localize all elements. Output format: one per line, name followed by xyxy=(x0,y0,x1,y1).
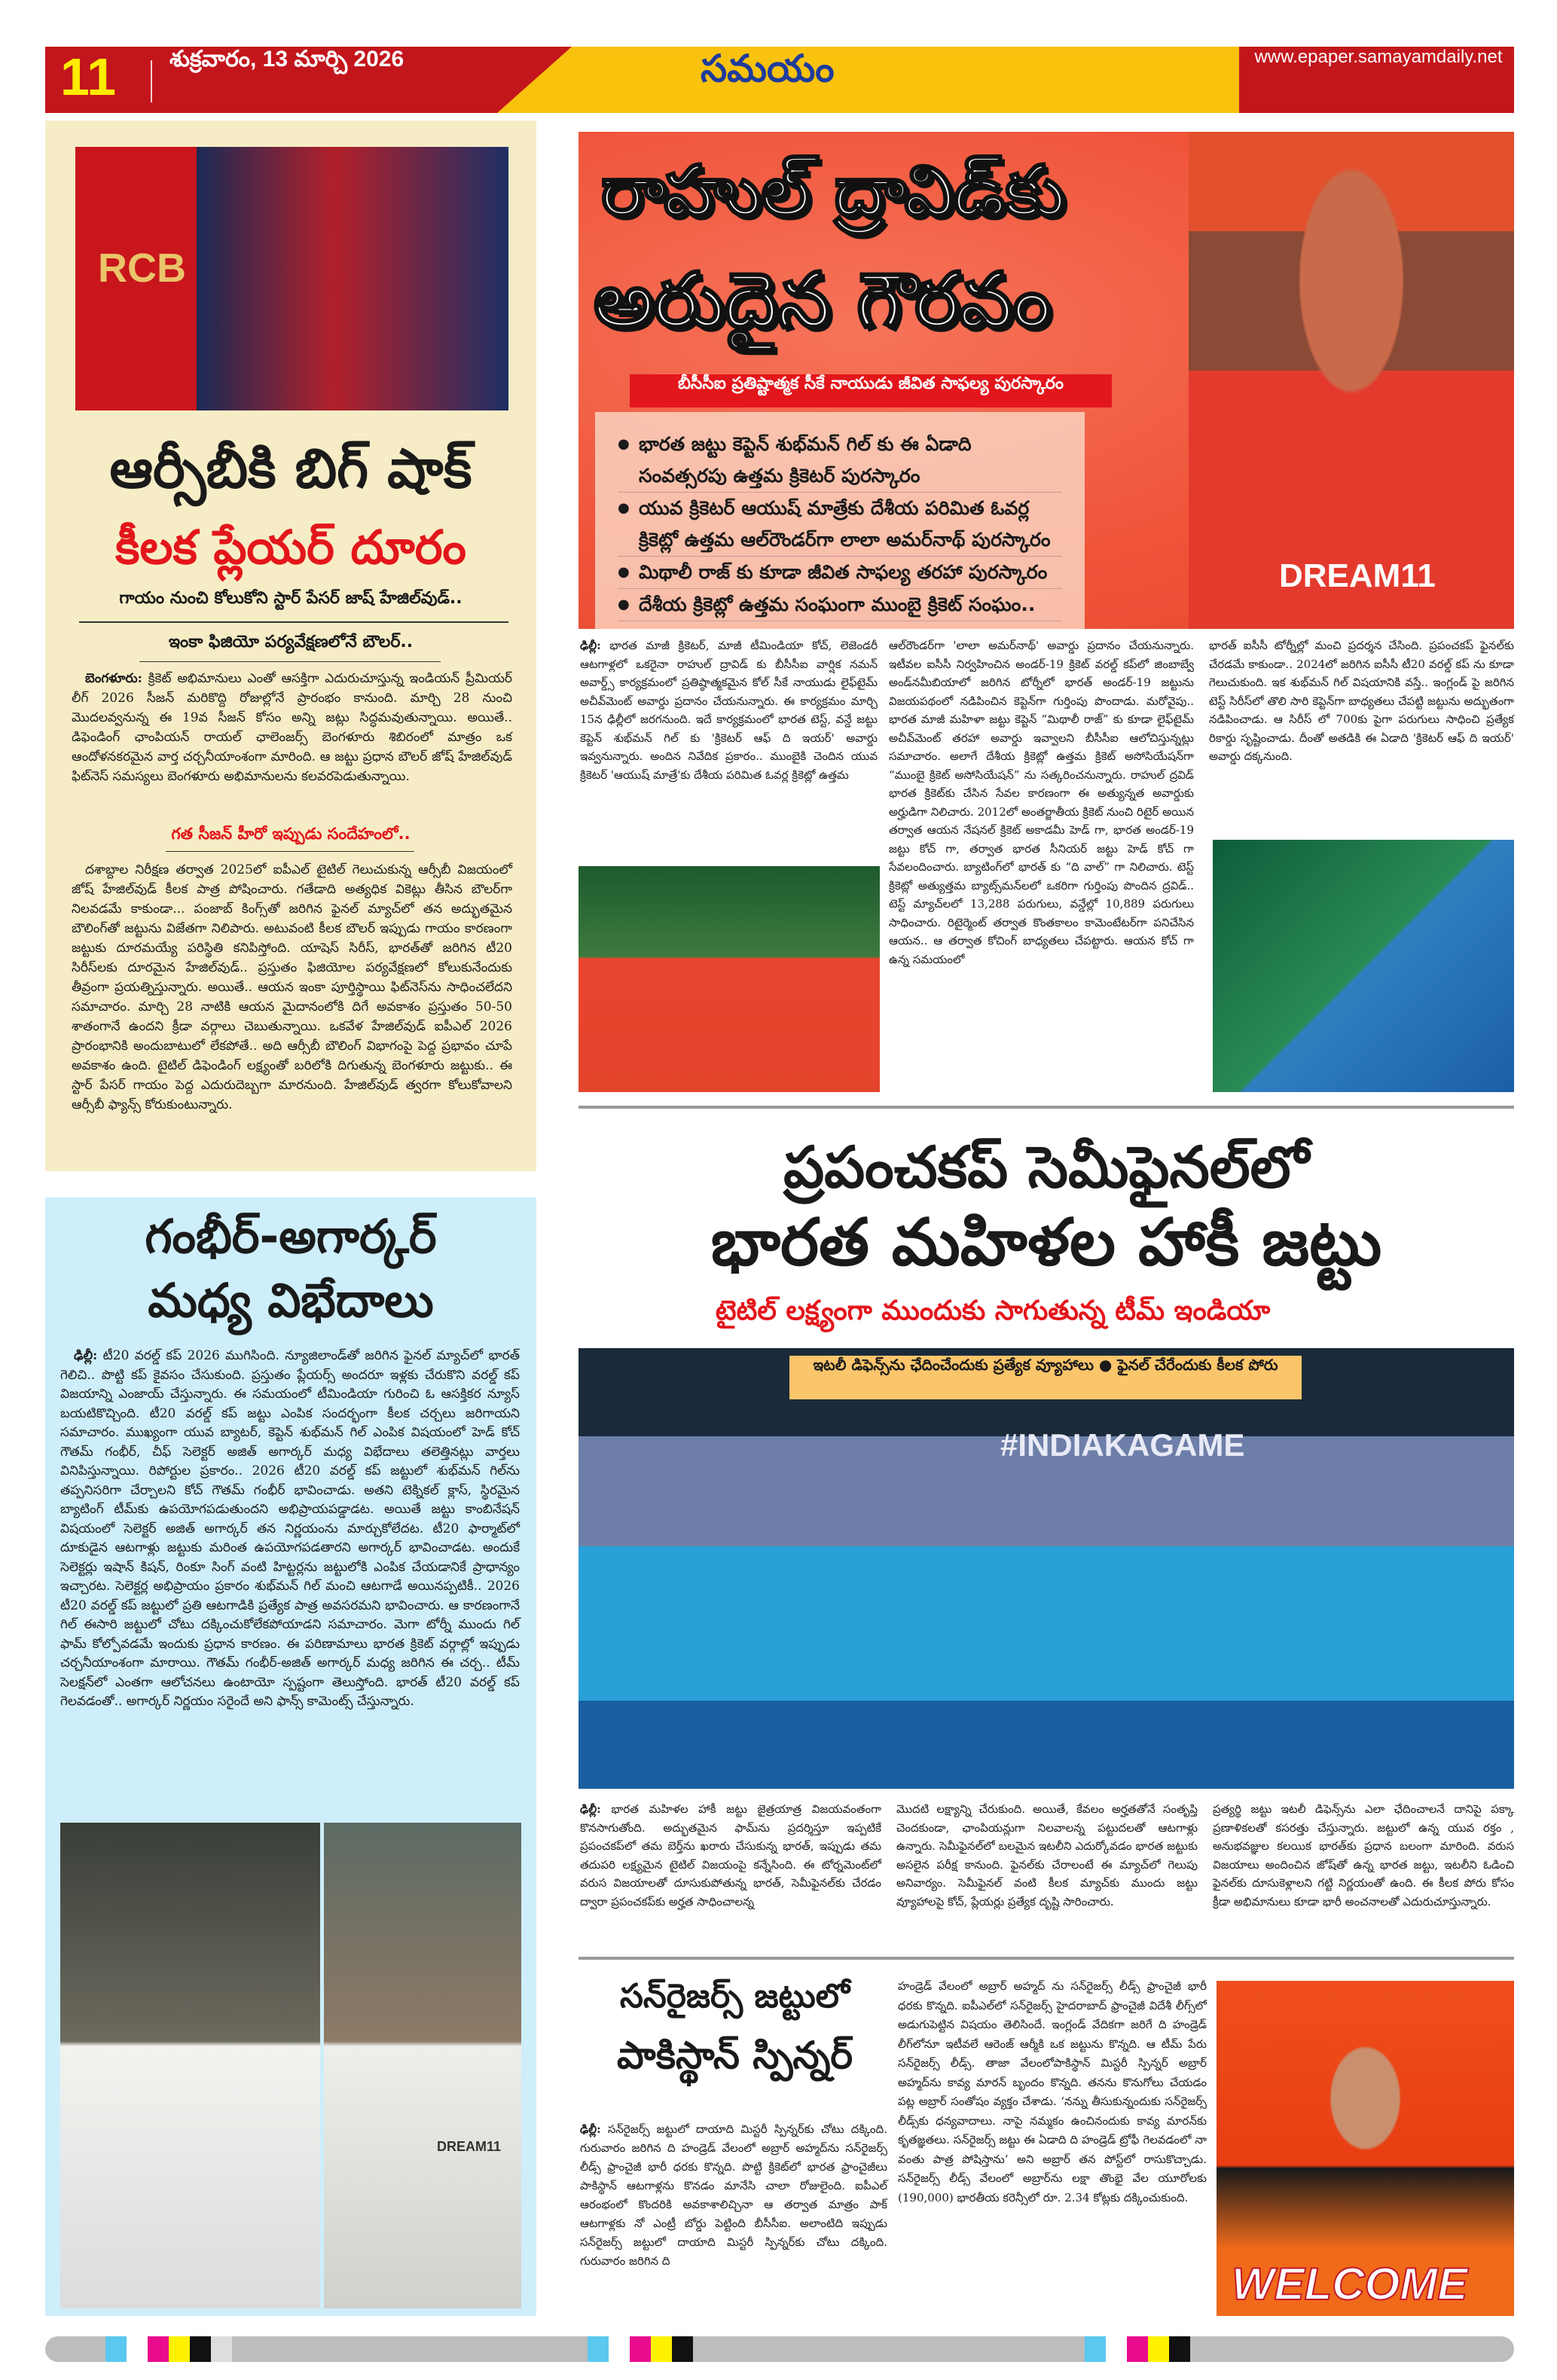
jersey-sponsor-text: DREAM11 xyxy=(437,2139,502,2154)
divider xyxy=(79,621,508,623)
rcb-body-para-1 xyxy=(72,669,512,786)
rcb-team-photo xyxy=(75,147,508,410)
gambhir-body xyxy=(60,1347,520,1712)
issue-date: శుక్రవారం, 13 మార్చి 2026 xyxy=(169,47,405,72)
color-swatch xyxy=(651,2336,672,2362)
paragraph: సన్‌రైజర్స్ జట్టులో దాయాది మిస్టరీ స్పిన్నర్‌కు చోటు దక్కింది. గురువారం జరిగిన ది హండ్రెడ్ వేలంలో అబ్రార్ అహ్మద్‌ను సన్‌రైజర్స్ లీడ్స్ ఫ్రాంచైజీ భారీ ధరకు కొన్నది. పొట్టి క్రికెట్‌లో భారత ఫ్రాంచైజీలు పాకిస్థాన్ ఆటగాళ్లను కొనడం మానేసి చాలా రోజులైంది. ఐపీఎల్ ఆరంభంలో కొందరికి అవకాశాలిచ్చినా ఆ తర్వాత మాత్రం పాక్ ఆటగాళ్లకు నో ఎంట్రీ బోర్డు పెట్టింది బీసీసీఐ. అలాంటిది ఇప్పుడు సన్‌రైజర్స్ జట్టులో దాయాది మిస్టరీ స్పిన్నర్‌కు చోటు దక్కింది. గురువారం జరిగిన ది xyxy=(580,2122,887,2268)
rcb-story xyxy=(45,121,536,1171)
print-registration-strip xyxy=(45,2336,1514,2362)
rcb-logo: RCB xyxy=(98,246,186,291)
dravid-headline-2: అరుదైన గౌరవం xyxy=(594,256,1052,344)
paragraph: క్రికెట్ అభిమానులు ఎంతో ఆసక్తిగా ఎదురుచూస్తున్న ఇండియన్ ప్రీమియర్ లీగ్ 2026 సీజన్ మరికొద్ది రోజుల్లోనే ప్రారంభం కానుంది. మార్చి 28 నుంచి మొదలవ్వనున్న ఈ 19వ సీజన్ కోసం అన్ని జట్లు సిద్ధమవుతున్నాయి. అయితే.. డిఫెండింగ్ ఛాంపియన్ రాయల్ ఛాలెంజర్స్ బెంగళూరు శిబిరంలో మాత్రం ఒక ఆందోళనకరమైన వార్త చర్చనీయాంశంగా మారింది. ఆ జట్టు ప్రధాన బౌలర్ జోష్ హేజిల్‌వుడ్ ఫిట్‌నెస్ సమస్యలు బెంగళూరు అభిమానులను కలవరపెడుతున్నాయి. xyxy=(72,671,513,784)
paragraph: భారత మహిళల హాకీ జట్టు జైత్రయాత్ర విజయవంతంగా కొనసాగుతోంది. అద్భుతమైన ఫామ్‌ను ప్రదర్శిస్తూ ఇప్పటికే ప్రపంచకప్‌లో తమ బెర్త్‌ను ఖరారు చేసుకున్న భారత్, ఇప్పుడు తమ తదుపరి లక్ష్యమైన టైటిల్ విజయంపై కన్నేసింది. ఈ టోర్నమెంట్‌లో వరుస విజయాలతో దూసుకుపోతున్న భారత్, సెమీఫైనల్‌కు చేరడం ద్వారా ప్రపంచకప్‌కు అర్హత సాధించాలన్న xyxy=(580,1802,881,1909)
section-divider xyxy=(579,1106,1514,1109)
dateline: బెంగళూరు: xyxy=(85,671,142,686)
page-number: 11 xyxy=(60,47,116,106)
dravid-strap: బీసీసీఐ ప్రతిష్టాత్మక సీకే నాయుడు జీవిత సాఫల్య పురస్కారం xyxy=(630,374,1112,407)
color-swatch xyxy=(1106,2336,1127,2362)
color-swatch xyxy=(1169,2336,1190,2362)
color-swatch xyxy=(127,2336,148,2362)
color-swatch xyxy=(211,2336,232,2362)
strap-item: ఫైనల్ చేరేందుకు కీలక పోరు xyxy=(1117,1356,1278,1374)
divider xyxy=(166,851,414,852)
paragraph: టీ20 వరల్డ్ కప్ 2026 ముగిసింది. న్యూజిలాండ్‌తో జరిగిన ఫైనల్ మ్యాచ్‌లో భారత్ గెలిచి.. పొట్టి కప్ కైవసం చేసుకుంది. ప్రస్తుతం ప్లేయర్స్ అందరూ ఇళ్లకు చేరుకొని వరల్డ్ కప్ విజయాన్ని ఎంజాయ్ చేస్తున్నారు. ఈ సమయంలో టీమిండియా గురించి ఓ ఆసక్తికర న్యూస్ బయటికొచ్చింది. టీ20 వరల్డ్ కప్ జట్టు ఎంపిక సందర్భంగా కీలక చర్చలు జరిగాయని సమాచారం. ముఖ్యంగా యువ బ్యాటర్, కెప్టెన్ శుభ్‌మన్ గిల్ ఎంపిక విషయంలో హెడ్ కోచ్ గౌతమ్ గంభీర్, చీఫ్ సెలెక్టర్ అజిత్ అగార్కర్ మధ్య విభేదాలు తలెత్తినట్లు వార్తలు వినిపిస్తున్నాయి. రిపోర్టుల ప్రకారం.. 2026 టీ20 వరల్డ్ కప్ జట్టులో శుభ్‌మన్ గిల్‌ను తప్పనిసరిగా చేర్చాలని కోచ్ గౌతమ్ గంభీర్ భావించాడు. అతని టెక్నికల్ క్లాస్, స్థిరమైన బ్యాటింగ్ టీమ్‌కు ఉపయోగపడుతుందని అభిప్రాయపడ్డాడట. అయితే జట్టు కాంబినేషన్ విషయంలో సెలెక్టర్ అజిత్ అగార్కర్ తన నిర్ణయంను మార్చుకోలేదట. టీ20 ఫార్మాట్‌లో దూకుడైన ఆటగాళ్లు జట్టుకు మరింత ఉపయోగపడతారని అగార్కర్ భావించాడట. అందుకే సెలెక్టర్లు ఇషాన్ కిషన్, రింకూ సింగ్ వంటి హిట్టర్లను జట్టులోకి ఎంపిక చేయడానికే ప్రాధాన్యం ఇచ్చారట. సెలెక్టర్ల అభిప్రాయం ప్రకారం శుభ్‌మన్ గిల్ మంచి ఆటగాడే అయినప్పటికీ.. 2026 టీ20 వరల్డ్ కప్ జట్టులో ప్రతి ఆటగాడికి ప్రత్యేక పాత్ర అవసరమని భావించారు. ఆ కారణంగానే గిల్ ఈసారి జట్టులో చోటు దక్కించుకోలేకపోయాడని సమాచారం. మెగా టోర్నీ ముందు గిల్ ఫామ్ కోల్పోవడమే ఇందుకు ప్రధాన కారణం. ఈ పరిణామాలు భారత క్రికెట్ వర్గాల్లో ఇప్పుడు చర్చనీయాంశంగా మారాయి. గౌతమ్ గంభీర్-అజిత్ అగార్కర్ మధ్య జరిగిన ఈ చర్చ.. టీమ్ సెలక్షన్‌లో ఎంతగా ఆలోచనలు ఉంటాయో స్పష్టంగా తెలుస్తోంది. భారత్ టీ20 వరల్డ్ కప్ గెలవడంతో.. అగార్కర్ నిర్ణయం సరైందే అని ఫాన్స్ కామెంట్స్ చేస్తున్నారు. xyxy=(60,1348,520,1709)
rcb-headline: ఆర్సీబీకి బిగ్ షాక్ xyxy=(109,437,472,500)
rcb-subtitle: గాయం నుంచి కోలుకోని స్టార్ పేసర్ జాష్ హేజిల్‌వుడ్.. xyxy=(119,589,463,608)
section-divider xyxy=(579,1957,1514,1960)
strap-item: ఇటలీ డిఫెన్స్‌ను ఛేదించేందుకు ప్రత్యేక వ్యూహాలు xyxy=(813,1356,1094,1374)
color-swatch xyxy=(609,2336,630,2362)
highlight-item: ● దేశీయ క్రికెట్లో ఉత్తమ సంఘంగా ముంబై క్రికెట్ సంఘం.. xyxy=(618,589,1062,621)
dateline: ఢిల్లీ: xyxy=(74,1348,98,1363)
hockey-photo-strap: ఇటలీ డిఫెన్స్‌ను ఛేదించేందుకు ప్రత్యేక వ్యూహాలు ● ఫైనల్ చేరేందుకు కీలక పోరు xyxy=(789,1356,1302,1399)
paragraph: భారత మాజీ క్రికెటర్, మాజీ టీమిండియా కోచ్, లెజెండరీ ఆటగాళ్లలో ఒకరైనా రాహుల్ ద్రావిడ్ కు బీసీసీఐ వార్షిక నమన్ అవార్డ్స్ కార్యక్రమంలో ప్రతిష్ఠాత్మకమైన కోల్ సీకే నాయుడు లైఫ్‌టైమ్ అచీవ్‌మెంట్ అవార్డు ప్రదానం చేయనున్నారు. ఈ కార్యక్రమం మార్చి 15న ఢిల్లీలో జరగనుంది. ఇదే కార్యక్రమంలో భారత టెస్ట్, వన్డే జట్టు కెప్టెన్ శుభ్‌మన్ గిల్ కు 'క్రికెటర్ ఆఫ్ ది ఇయర్' అవార్డు ఇవ్వనున్నారు. అందిన నివేదిక ప్రకారం.. ముంబైకి చెందిన యువ క్రికెటర్ 'ఆయుష్ మాత్రే'కు దేశీయ పరిమిత ఓవర్ల క్రికెట్లో ఉత్తమ xyxy=(580,639,878,782)
dravid-body-col-3: భారత్ ఐసీసీ టోర్నీల్లో మంచి ప్రదర్శన చేసింది. ప్రపంచకప్ ఫైనల్‌కు చేరడమే కాకుండా.. 2024లో జరిగిన ఐసీసీ టీ20 వరల్డ్ కప్ ను కూడా గెలుచుకుంది. ఇక శుభ్‌మన్ గిల్ విషయానికి వస్తే.. ఇంగ్లండ్ పై జరిగిన టెస్ట్ సిరీస్‌లో తొలి సారి కెప్టెన్‌గా బాధ్యతలు చేపట్టి జట్టును అద్భుతంగా నడిపించాడు. ఆ సిరీస్ లో 700కు పైగా పరుగులు సాధించి ప్రత్యేక రికార్డు సృష్టించాడు. దీంతో అతడికి ఈ ఏడాది 'క్రికెటర్ ఆఫ్ ది ఇయర్' అవార్డు దక్కనుంది. xyxy=(1209,639,1514,763)
color-swatch xyxy=(169,2336,190,2362)
jersey-sponsor-text: DREAM11 xyxy=(1279,557,1436,594)
dravid-highlights-box xyxy=(595,412,1085,629)
gambhir-story xyxy=(45,1198,536,2316)
welcome-text: WELCOME xyxy=(1232,2259,1468,2309)
rcb-body-para-2: దశాబ్దాల నిరీక్షణ తర్వాత 2025లో ఐపీఎల్ టైటిల్ గెలుచుకున్న ఆర్సీబీ విజయంలో జోష్ హేజిల్‌వుడ్ కీలక పాత్ర పోషించారు. గతేడాది అత్యధిక వికెట్లు తీసిన బౌలర్‌గా నిలవడమే కాకుండా... పంజాబ్ కింగ్స్‌తో జరిగిన ఫైనల్ మ్యాచ్‌లో తన అద్భుతమైన బౌలింగ్‌తో జట్టును విజేతగా నిలిపారు. అటువంటి కీలక బౌలర్ ఇప్పుడు గాయం కారణంగా జట్టుకు దూరమయ్యే పరిస్థితి కనిపిస్తోంది. యాషెస్ సిరీస్, భారత్‌తో జరిగిన టీ20 సిరీస్‌లకు దూరమైన హేజిల్‌వుడ్.. ప్రస్తుతం ఫిజియోల పర్యవేక్షణలో కోలుకునేందుకు తీవ్రంగా ప్రయత్నిస్తున్నారు. అయితే.. ఆయన ఇంకా పూర్తిస్థాయి ఫిట్‌నెస్‌ను సాధించలేదని సమాచారం. మార్చి 28 నాటికి ఆయన మైదానంలోకి దిగే అవకాశం ప్రస్తుతం 50-50 శాతంగానే ఉందని క్రీడా వర్గాలు చెబుతున్నాయి. ఒకవేళ హేజిల్‌వుడ్ ఐపీఎల్ 2026 ప్రారంభానికి అందుబాటులో లేకపోతే.. అది ఆర్సీబీ బౌలింగ్ విభాగంపై పెద్ద ప్రభావం చూపే అవకాశం ఉంది. టైటిల్ డిఫెండింగ్ లక్ష్యంతో బరిలోకి దిగుతున్న బెంగళూరు జట్టుకు.. ఈ స్టార్ పేసర్ గాయం పెద్ద ఎదురుదెబ్బగా మారనుంది. హేజిల్‌వుడ్ త్వరగా కోలుకోవాలని ఆర్సీబీ ఫ్యాన్స్ కోరుకుంటున్నారు. xyxy=(72,862,512,1112)
gambhir-headline-1: గంభీర్-అగార్కర్ xyxy=(145,1209,437,1264)
rcb-subhead: ఇంకా ఫిజియో పర్యవేక్షణలోనే బౌలర్.. xyxy=(168,633,414,651)
sunrisers-body-col-2: హండ్రెడ్ వేలంలో అబ్రార్ అహ్మద్ ను సన్‌రైజర్స్ లీడ్స్ ఫ్రాంచైజీ భారీ ధరకు కొన్నది. ఐపీఎల్‌లో సన్‌రైజర్స్ హైదరాబాద్ ఫ్రాంచైజీ విదేశీ లీగ్స్‌లో అడుగుపెట్టిన విషయం తెలిసిందే. ఇంగ్లండ్ వేదికగా జరిగే ది హండ్రెడ్ లీగ్‌లోనూ ఇటీవలే ఆరెంజ్ ఆర్మీకి ఒక జట్టును కొన్నది. ఆ టీమ్ పేరు సన్‌రైజర్స్ లీడ్స్. తాజా వేలంలోపాకిస్థాన్ మిస్టరీ స్పిన్నర్ అబ్రార్ అహ్మద్‌ను కావ్య మారన్ బృందం కొన్నది. తనను కొనుగోలు చేయడం పట్ల అబ్రార్ సంతోషం వ్యక్తం చేశాడు. ‘నన్ను తీసుకున్నందుకు సన్‌రైజర్స్ లీడ్స్‌కు ధన్యవాదాలు. నాపై నమ్మకం ఉంచినందుకు కావ్య మారన్‌కు కృతజ్ఞతలు. సన్‌రైజర్స్ జట్టు ఈ ఏడాది ది హండ్రెడ్ ట్రోఫీ గెలవడంలో నా వంతు పాత్ర పోషిస్తాను’ అని అబ్రార్ తన పోస్ట్‌లో రాసుకొచ్చాడు. సన్‌రైజర్స్ లీడ్స్ వేలంలో అబ్రార్‌ను లక్షా తొంభై వేల యూరోలకు (190,000) భారతీయ కరెన్సీలో రూ. 2.34 కోట్లకు దక్కించుకుంది. xyxy=(898,1979,1207,2205)
header-yellow-band xyxy=(497,47,1243,113)
sunrisers-headline-1: సన్‌రైజర్స్ జట్టులో xyxy=(619,1977,850,2015)
hockey-body-col-3: ప్రత్యర్థి జట్టు ఇటలీ డిఫెన్స్‌ను ఎలా ఛేదించాలనే దానిపై పక్కా ప్రణాళికలతో కసరత్తు చేస్తున్నారు. జట్టులో ఉన్న యువ రక్తం , అనుభవజ్ఞుల కలయిక భారత్‌కు ప్రధాన బలంగా మారింది. వరుస విజయాలు అందించిన జోష్‌తో ఉన్న భారత జట్టు, ఇటలీని ఓడించి ఫైనల్‌కు దూసుకెళ్లాలని గట్టి నిర్ణయంతో ఉంది. ఈ కీలక పోరు కోసం క్రీడా అభిమానులు కూడా భారీ అంచనాలతో ఎదురుచూస్తున్నారు. xyxy=(1213,1802,1514,1909)
epaper-url[interactable]: www.epaper.samayamdaily.net xyxy=(1254,47,1503,67)
dravid-headline-1: రాహుల్ ద్రావిడ్‌కు xyxy=(601,151,1065,231)
divider xyxy=(139,661,441,662)
hockey-headline-2: భారత మహిళల హాకీ జట్టు xyxy=(710,1205,1382,1280)
dravid-photo xyxy=(1189,132,1514,629)
dateline: ఢిల్లీ: xyxy=(580,2122,601,2136)
highlight-item: ● మిథాలీ రాజ్ కు కూడా జీవిత సాఫల్య తరహా పురస్కారం xyxy=(618,557,1062,589)
highlight-item: ● యువ క్రికెటర్ ఆయుష్ మాత్రేకు దేశీయ పరిమిత ఓవర్ల క్రికెట్లో ఉత్తమ ఆల్‌రౌండర్‌గా లాలా అమర్‌నాథ్ పురస్కారం xyxy=(618,493,1062,557)
color-swatch xyxy=(148,2336,169,2362)
color-swatch xyxy=(672,2336,693,2362)
sunrisers-headline-2: పాకిస్థాన్ స్పిన్నర్ xyxy=(616,2034,853,2077)
highlight-item: ● భారత జట్టు కెప్టెన్ శుభ్‌మన్ గిల్ కు ఈ ఏడాది సంవత్సరపు ఉత్తమ క్రికెటర్ పురస్కారం xyxy=(618,429,1062,493)
hockey-body-col-2: మొదటి లక్ష్యాన్ని చేరుకుంది. అయితే, కేవలం అర్హతతోనే సంతృప్తి చెందకుండా, ఛాంపియన్లుగా నిలవాలన్న పట్టుదలతో ఆటగాళ్లు ఉన్నారు. సెమీఫైనల్‌లో బలమైన ఇటలీని ఎదుర్కోవడం భారత జట్టుకు అసలైన పరీక్ష కానుంది. ఫైనల్‌కు చేరాలంటే ఈ మ్యాచ్‌లో గెలుపు అనివార్యం. సెమీఫైనల్ వంటి కీలక మ్యాచ్‌కు ముందు జట్టు వ్యూహాలపై కోచ్, ప్లేయర్లు ప్రత్యేక దృష్టి సారించారు. xyxy=(896,1802,1198,1909)
color-swatch xyxy=(630,2336,651,2362)
hockey-team-photo xyxy=(579,1348,1514,1789)
color-swatch xyxy=(588,2336,609,2362)
color-swatch xyxy=(1085,2336,1106,2362)
dateline: ఢిల్లీ: xyxy=(580,639,601,652)
gambhir-photo xyxy=(60,1823,320,2308)
dravid-body-col-2: ఆల్‌రౌండర్‌గా 'లాలా అమర్‌నాథ్' అవార్డు ప్రదానం చేయనున్నారు. ఇటీవల ఐసీసీ నిర్వహించిన అండర్-19 క్రికెట్ వరల్డ్ కప్‌లో జింబాబ్వే అండ్‌నమీబియాలో జరిగిన టోర్నీలో భారత్ అండర్-19 జట్టును విజయపథంలో నడిపించిన కెప్టెన్‌గా గుర్తింపు పొందాడు. మరోవైపు.. భారత మాజీ మహిళా జట్టు కెప్టెన్ “మిథాలీ రాజ్” కు కూడా లైఫ్‌టైమ్ అచీవ్‌మెంట్ తరహా అవార్డు ఇవ్వాలని బీసీసీఐ ఆలోచిస్తున్నట్లు సమాచారం. అలాగే దేశీయ క్రికెట్లో ఉత్తమ క్రికెట్ అసోసియేషన్‌గా “ముంబై క్రికెట్ అసోసియేషన్” ను సత్కరించనున్నారు. రాహుల్ ద్రవిడ్ భారత క్రికెట్‌కు చేసిన సేవల కారణంగా ఈ అత్యున్నత అవార్డుకు అర్హుడిగా నిలిచారు. 2012లో అంతర్జాతీయ క్రికెట్ నుంచి రిటైర్ అయిన తర్వాత ఆయన నేషనల్ క్రికెట్ అకాడమీ హెడ్ గా, భారత అండర్-19 జట్టు కోచ్ గా, తర్వాత భారత సీనియర్ జట్టు హెడ్ కోచ్ గా సేవలందించారు. బ్యాటింగ్‌లో భారత్ కు “ది వాల్” గా నిలిచారు. టెస్ట్ క్రికెట్లో అత్యుత్తమ బ్యాట్స్‌మన్‌లలో ఒకరిగా గుర్తింపు పొందిన ద్రవిడ్.. టెస్ట్ మ్యాచ్‌లలో 13,288 పరుగులు, వన్డేల్లో 10,889 పరుగులు సాధించారు. రిటైర్మెంట్ తర్వాత కొంతకాలం కామెంటేటర్‌గా పనిచేసిన ఆయన.. ఆ తర్వాత కోచింగ్ బాధ్యతలు చేపట్టారు. ఆయన కోచ్ గా ఉన్న సమయంలో xyxy=(889,639,1194,966)
color-swatch xyxy=(1148,2336,1169,2362)
hockey-headline-1: ప్రపంచకప్ సెమీఫైనల్‌లో xyxy=(783,1134,1309,1201)
dravid-banner xyxy=(579,132,1514,629)
header-divider xyxy=(151,60,152,102)
gill-batting-photo xyxy=(1213,840,1514,1092)
color-swatch xyxy=(1127,2336,1148,2362)
masthead-logo: సమయం xyxy=(701,47,835,90)
hockey-subtitle: టైటిల్ లక్ష్యంగా ముందుకు సాగుతున్న టీమ్ ఇండియా xyxy=(715,1295,1271,1326)
color-swatch xyxy=(190,2336,211,2362)
gill-dravid-photo xyxy=(579,866,880,1092)
dateline: ఢిల్లీ: xyxy=(580,1802,601,1816)
rcb-headline-red: కీలక ప్లేయర్ దూరం xyxy=(115,520,466,575)
rcb-subhead-red: గత సీజన్ హీరో ఇప్పుడు సందేహంలో.. xyxy=(171,825,411,843)
sunrisers-body-col-1 xyxy=(580,2120,887,2271)
agarkar-photo xyxy=(324,1823,521,2308)
color-swatch xyxy=(105,2336,127,2362)
dravid-body-col-1 xyxy=(580,636,878,859)
photo-banner-text: #INDIAKAGAME xyxy=(1000,1427,1245,1463)
hockey-body-col-1 xyxy=(580,1800,881,1911)
gambhir-headline-2: మధ్య విభేదాలు xyxy=(148,1273,434,1328)
abrar-ahmed-photo xyxy=(1217,1981,1514,2316)
